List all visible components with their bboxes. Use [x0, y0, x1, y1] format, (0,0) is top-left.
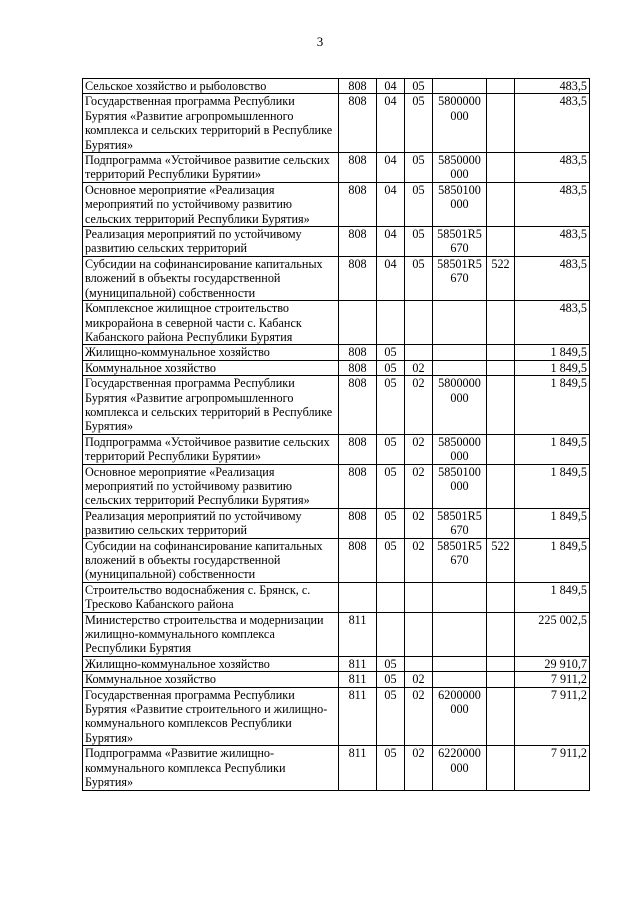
section-code-cell: 05	[377, 376, 405, 435]
subsection-code-cell: 02	[405, 376, 433, 435]
target-item-cell	[433, 345, 487, 360]
section-code-cell: 05	[377, 345, 405, 360]
expense-type-cell	[487, 345, 515, 360]
expense-type-cell	[487, 672, 515, 687]
expense-type-cell	[487, 301, 515, 345]
amount-cell: 1 849,5	[515, 434, 590, 464]
subsection-code-cell	[405, 301, 433, 345]
target-item-cell: 5850100 000	[433, 464, 487, 508]
target-item-cell: 58501R5 670	[433, 538, 487, 582]
amount-cell: 483,5	[515, 94, 590, 153]
amount-cell: 7 911,2	[515, 746, 590, 790]
section-code-cell: 05	[377, 672, 405, 687]
table-row	[83, 256, 590, 300]
section-code-cell: 05	[377, 464, 405, 508]
item-name-cell: Субсидии на софинансирование капитальных вложений в объекты государственной (муниципальной) собственности	[83, 256, 339, 300]
expense-type-cell	[487, 508, 515, 538]
table-row	[83, 301, 590, 345]
amount-cell: 1 849,5	[515, 538, 590, 582]
target-item-cell: 58501R5 670	[433, 227, 487, 257]
target-item-cell	[433, 79, 487, 94]
item-name-cell: Подпрограмма «Устойчивое развитие сельских территорий Республики Бурятии»	[83, 153, 339, 183]
target-item-cell	[433, 582, 487, 612]
ministry-code-cell: 808	[339, 94, 377, 153]
amount-cell: 483,5	[515, 227, 590, 257]
subsection-code-cell: 05	[405, 153, 433, 183]
ministry-code-cell: 808	[339, 508, 377, 538]
target-item-cell: 5850100 000	[433, 182, 487, 226]
item-name-cell: Министерство строительства и модернизации жилищно-коммунального комплекса Республики Бурятия	[83, 612, 339, 656]
table-row	[83, 656, 590, 671]
target-item-cell: 58501R5 670	[433, 508, 487, 538]
section-code-cell: 04	[377, 153, 405, 183]
ministry-code-cell: 808	[339, 376, 377, 435]
target-item-cell: 6200000 000	[433, 687, 487, 746]
ministry-code-cell: 811	[339, 612, 377, 656]
amount-cell: 483,5	[515, 256, 590, 300]
table-body	[83, 79, 590, 791]
amount-cell: 7 911,2	[515, 672, 590, 687]
subsection-code-cell	[405, 612, 433, 656]
ministry-code-cell: 808	[339, 360, 377, 375]
expense-type-cell	[487, 360, 515, 375]
target-item-cell: 6220000 000	[433, 746, 487, 790]
amount-cell: 1 849,5	[515, 345, 590, 360]
ministry-code-cell	[339, 301, 377, 345]
item-name-cell: Основное мероприятие «Реализация мероприятий по устойчивому развитию сельских территорий Республики Бурятия»	[83, 182, 339, 226]
expense-type-cell: 522	[487, 256, 515, 300]
expense-type-cell	[487, 687, 515, 746]
ministry-code-cell: 808	[339, 256, 377, 300]
amount-cell: 1 849,5	[515, 582, 590, 612]
expense-type-cell	[487, 227, 515, 257]
expense-type-cell	[487, 746, 515, 790]
amount-cell: 1 849,5	[515, 464, 590, 508]
amount-cell: 1 849,5	[515, 376, 590, 435]
amount-cell: 1 849,5	[515, 360, 590, 375]
target-item-cell: 5850000 000	[433, 434, 487, 464]
table-row	[83, 582, 590, 612]
ministry-code-cell: 808	[339, 153, 377, 183]
section-code-cell: 04	[377, 94, 405, 153]
item-name-cell: Реализация мероприятий по устойчивому развитию сельских территорий	[83, 508, 339, 538]
subsection-code-cell: 05	[405, 256, 433, 300]
expense-type-cell	[487, 79, 515, 94]
expense-type-cell	[487, 153, 515, 183]
section-code-cell: 05	[377, 746, 405, 790]
item-name-cell: Коммунальное хозяйство	[83, 672, 339, 687]
amount-cell: 483,5	[515, 182, 590, 226]
subsection-code-cell: 02	[405, 538, 433, 582]
subsection-code-cell	[405, 582, 433, 612]
expense-type-cell	[487, 182, 515, 226]
item-name-cell: Подпрограмма «Устойчивое развитие сельских территорий Республики Бурятии»	[83, 434, 339, 464]
section-code-cell: 05	[377, 687, 405, 746]
subsection-code-cell: 02	[405, 434, 433, 464]
subsection-code-cell: 02	[405, 687, 433, 746]
table-row	[83, 672, 590, 687]
table-row	[83, 612, 590, 656]
target-item-cell: 5800000 000	[433, 376, 487, 435]
table-row	[83, 153, 590, 183]
item-name-cell: Государственная программа Республики Бурятия «Развитие агропромышленного комплекса и сельских территорий в Республике Бурятия»	[83, 376, 339, 435]
subsection-code-cell: 02	[405, 672, 433, 687]
section-code-cell	[377, 582, 405, 612]
amount-cell: 29 910,7	[515, 656, 590, 671]
table-row	[83, 182, 590, 226]
subsection-code-cell: 05	[405, 227, 433, 257]
item-name-cell: Строительство водоснабжения с. Брянск, с. Тресково Кабанского района	[83, 582, 339, 612]
expense-type-cell	[487, 582, 515, 612]
item-name-cell: Реализация мероприятий по устойчивому развитию сельских территорий	[83, 227, 339, 257]
table-row	[83, 376, 590, 435]
ministry-code-cell: 811	[339, 656, 377, 671]
expense-type-cell: 522	[487, 538, 515, 582]
section-code-cell: 04	[377, 227, 405, 257]
amount-cell: 1 849,5	[515, 508, 590, 538]
section-code-cell: 05	[377, 538, 405, 582]
table-row	[83, 227, 590, 257]
ministry-code-cell: 808	[339, 345, 377, 360]
table-row	[83, 687, 590, 746]
ministry-code-cell: 808	[339, 434, 377, 464]
item-name-cell: Жилищно-коммунальное хозяйство	[83, 656, 339, 671]
expense-type-cell	[487, 656, 515, 671]
subsection-code-cell	[405, 345, 433, 360]
subsection-code-cell: 02	[405, 508, 433, 538]
target-item-cell: 5800000 000	[433, 94, 487, 153]
target-item-cell	[433, 656, 487, 671]
item-name-cell: Комплексное жилищное строительство микрорайона в северной части с. Кабанск Кабанского района Республики Бурятия	[83, 301, 339, 345]
table-row	[83, 464, 590, 508]
subsection-code-cell: 02	[405, 360, 433, 375]
target-item-cell	[433, 672, 487, 687]
target-item-cell	[433, 301, 487, 345]
expense-type-cell	[487, 94, 515, 153]
section-code-cell: 05	[377, 508, 405, 538]
amount-cell: 7 911,2	[515, 687, 590, 746]
target-item-cell	[433, 612, 487, 656]
ministry-code-cell: 808	[339, 227, 377, 257]
ministry-code-cell: 808	[339, 79, 377, 94]
section-code-cell: 05	[377, 434, 405, 464]
amount-cell: 225 002,5	[515, 612, 590, 656]
budget-table	[82, 78, 590, 791]
target-item-cell	[433, 360, 487, 375]
item-name-cell: Государственная программа Республики Бурятия «Развитие строительного и жилищно-коммунального комплексов Республики Бурятия»	[83, 687, 339, 746]
table-row	[83, 434, 590, 464]
item-name-cell: Подпрограмма «Развитие жилищно-коммунального комплекса Республики Бурятия»	[83, 746, 339, 790]
item-name-cell: Государственная программа Республики Бурятия «Развитие агропромышленного комплекса и сельских территорий в Республике Бурятия»	[83, 94, 339, 153]
expense-type-cell	[487, 464, 515, 508]
item-name-cell: Коммунальное хозяйство	[83, 360, 339, 375]
table-row	[83, 79, 590, 94]
ministry-code-cell: 808	[339, 538, 377, 582]
expense-type-cell	[487, 612, 515, 656]
table-row	[83, 538, 590, 582]
section-code-cell: 05	[377, 360, 405, 375]
section-code-cell	[377, 612, 405, 656]
subsection-code-cell	[405, 656, 433, 671]
ministry-code-cell	[339, 582, 377, 612]
amount-cell: 483,5	[515, 79, 590, 94]
amount-cell: 483,5	[515, 153, 590, 183]
target-item-cell: 58501R5 670	[433, 256, 487, 300]
expense-type-cell	[487, 434, 515, 464]
table-row	[83, 345, 590, 360]
subsection-code-cell: 05	[405, 94, 433, 153]
section-code-cell	[377, 301, 405, 345]
table-row	[83, 94, 590, 153]
page-number: 3	[316, 34, 324, 49]
item-name-cell: Сельское хозяйство и рыболовство	[83, 79, 339, 94]
ministry-code-cell: 811	[339, 746, 377, 790]
subsection-code-cell: 05	[405, 182, 433, 226]
table-row	[83, 508, 590, 538]
subsection-code-cell: 02	[405, 464, 433, 508]
amount-cell: 483,5	[515, 301, 590, 345]
ministry-code-cell: 808	[339, 464, 377, 508]
item-name-cell: Субсидии на софинансирование капитальных вложений в объекты государственной (муниципальной) собственности	[83, 538, 339, 582]
section-code-cell: 05	[377, 656, 405, 671]
table-row	[83, 360, 590, 375]
subsection-code-cell: 05	[405, 79, 433, 94]
ministry-code-cell: 811	[339, 672, 377, 687]
subsection-code-cell: 02	[405, 746, 433, 790]
target-item-cell: 5850000 000	[433, 153, 487, 183]
ministry-code-cell: 808	[339, 182, 377, 226]
table-row	[83, 746, 590, 790]
expense-type-cell	[487, 376, 515, 435]
section-code-cell: 04	[377, 79, 405, 94]
item-name-cell: Основное мероприятие «Реализация мероприятий по устойчивому развитию сельских территорий Республики Бурятия»	[83, 464, 339, 508]
section-code-cell: 04	[377, 256, 405, 300]
item-name-cell: Жилищно-коммунальное хозяйство	[83, 345, 339, 360]
section-code-cell: 04	[377, 182, 405, 226]
ministry-code-cell: 811	[339, 687, 377, 746]
